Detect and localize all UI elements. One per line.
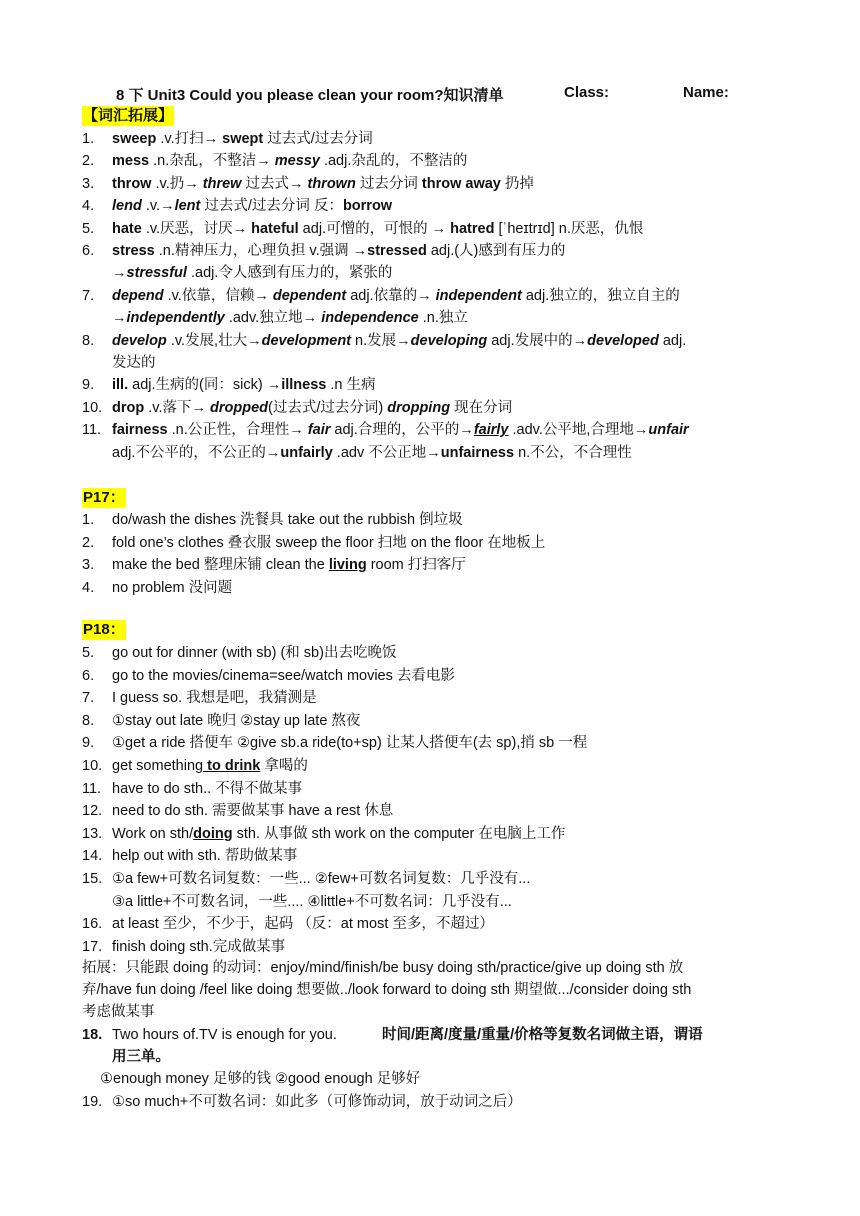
vocab-item-line xyxy=(112,263,392,284)
vocab-item-text: develop xyxy=(112,332,167,349)
vocab-item-text: drop xyxy=(112,399,145,416)
vocab-item-text: swept xyxy=(222,131,264,147)
vocab-item-text: .v.厌恶，讨厌→ xyxy=(141,220,252,237)
vocab-item-number: 7. xyxy=(82,287,95,304)
p18-item-line xyxy=(112,846,297,867)
vocab-item-text: .adj.杂乱的，不整洁的 xyxy=(319,153,468,170)
vocab-item-text: adj. xyxy=(658,332,687,349)
p17-item-number: 4. xyxy=(82,579,95,596)
item-18-text xyxy=(112,1025,337,1046)
p18-item-text: get something xyxy=(112,758,204,774)
p17-item-number: 3. xyxy=(82,557,95,574)
p18-item-number: 17. xyxy=(82,938,103,955)
item-18-number: 18. xyxy=(82,1027,103,1043)
vocab-item-text: unfairly xyxy=(280,444,333,461)
document-title xyxy=(116,84,729,105)
vocab-item-text: messy xyxy=(274,153,320,170)
vocab-item-line xyxy=(112,219,643,240)
vocab-item-text: adj.不公平的，不公正的→ xyxy=(112,444,281,461)
name-label: Name: xyxy=(683,84,729,101)
class-label: Class: xyxy=(564,84,610,101)
p18-item-line xyxy=(112,688,317,709)
p18-item-line xyxy=(112,937,285,958)
p17-item-text: living xyxy=(328,557,367,574)
vocab-item-text: 过去式/过去分词 反： xyxy=(200,198,343,215)
vocab-item-line xyxy=(112,196,392,217)
p18-item-line xyxy=(112,756,308,777)
p18-item-text: at least 至少，不少于，起码 （反：at most 至多，不超过） xyxy=(112,916,494,933)
extension-line-3: 考虑做某事 xyxy=(82,1004,155,1020)
vocab-section-label: 【词汇拓展】 xyxy=(83,107,174,124)
extension-line-2: 弃/have fun doing /feel like doing 想要做../look forward to doing sth 期望做.../consider doing sth xyxy=(82,982,692,998)
p18-item-number: 14. xyxy=(82,848,103,865)
vocab-item-text: → xyxy=(112,310,127,327)
vocab-item-text: fairness xyxy=(112,422,168,439)
p18-item-number: 9. xyxy=(82,735,95,752)
vocab-item-text: ill. xyxy=(112,377,129,394)
vocab-item-text: .v.落下→ xyxy=(144,399,211,416)
vocab-item-line xyxy=(112,353,156,374)
vocab-item-text: throw away xyxy=(421,175,501,192)
p18-item-text: ①a few+可数名词复数：一些... ②few+可数名词复数：几乎没有... xyxy=(112,871,531,887)
vocab-item-text: fair xyxy=(307,422,331,439)
p18-item-text: go out for dinner (with sb) (和 sb)出去吃晚饭 xyxy=(112,645,397,661)
vocab-item-text: adj.可憎的，可恨的 → xyxy=(298,220,451,237)
p18-item-number: 11. xyxy=(82,780,102,797)
p18-item-text: ①get a ride 搭便车 ②give sb.a ride(to+sp) 让某人搭便车(去 sp),捎 sb 一程 xyxy=(112,735,588,752)
p18-item-text: go to the movies/cinema=see/watch movies 去看电影 xyxy=(112,667,455,684)
vocab-item-number: 9. xyxy=(82,377,95,394)
p18-section-label: P18： xyxy=(83,621,125,638)
vocab-item-number: 1. xyxy=(82,131,95,147)
vocab-item-text: .adj.令人感到有压力的，紧张的 xyxy=(186,265,393,282)
p18-item-line xyxy=(112,824,565,845)
p18-item-line xyxy=(112,711,360,732)
vocab-item-line xyxy=(112,420,689,441)
p18-item-number: 12. xyxy=(82,803,103,820)
vocab-item-text: .n.杂乱，不整洁→ xyxy=(149,153,275,170)
p18-item-text: ①stay out late 晚归 ②stay up late 熬夜 xyxy=(112,712,361,729)
vocab-item-line xyxy=(112,241,565,262)
vocab-item-text: adj.依靠的→ xyxy=(346,287,436,304)
item-18-sentence: Two hours of.TV is enough for you. xyxy=(112,1027,337,1043)
vocab-item-text: .adv.独立地→ xyxy=(224,310,322,327)
vocab-item-text: (过去式/过去分词) xyxy=(268,399,388,416)
p17-item-line xyxy=(112,510,463,531)
p18-item-line xyxy=(112,643,396,664)
p18-item-line xyxy=(112,869,530,890)
p17-item-number: 2. xyxy=(82,534,95,551)
extension-line-1: 拓展：只能跟 doing 的动词：enjoy/mind/finish/be busy doing sth/practice/give up doing sth 放 xyxy=(82,960,684,976)
p18-item-line xyxy=(112,914,494,935)
p17-item-text: make the bed 整理床铺 clean the xyxy=(112,557,329,574)
vocab-item-text: adj.生病的(同：sick) → xyxy=(128,377,282,394)
vocab-item-text: mess xyxy=(112,153,150,170)
vocab-item-line xyxy=(112,129,373,150)
p18-item-line xyxy=(112,801,393,822)
vocab-item-text: lend xyxy=(112,198,142,215)
vocab-item-line xyxy=(112,375,376,396)
vocab-item-text: depend xyxy=(112,287,164,304)
vocab-item-text: .n.精神压力，心理负担 v.强调 → xyxy=(154,243,368,259)
vocab-item-text: .v.依靠，信赖→ xyxy=(163,287,273,304)
vocab-item-text: .n 生病 xyxy=(326,377,376,394)
p18-item-line xyxy=(112,892,512,913)
item-18-rule: 时间/距离/度量/重量/价格等复数名词做主语，谓语 xyxy=(382,1027,703,1043)
p18-item-number: 5. xyxy=(82,645,95,661)
p18-item-number: 15. xyxy=(82,871,103,887)
p18-item-text: Work on sth/ xyxy=(112,825,194,842)
vocab-item-text: adj.独立的，独立自主的 xyxy=(521,287,680,304)
p18-item-line xyxy=(112,733,587,754)
vocab-item-text: → xyxy=(112,265,127,282)
p18-item-text: 拿喝的 xyxy=(260,758,308,774)
vocab-item-number: 6. xyxy=(82,243,95,259)
vocab-item-line xyxy=(112,286,680,307)
vocab-item-text: hateful xyxy=(251,220,299,237)
p18-item-text: I guess so. 我想是吧，我猜测是 xyxy=(112,690,317,707)
vocab-item-text: hate xyxy=(112,220,142,237)
vocab-item-text: .n.公正性，合理性→ xyxy=(167,422,308,439)
p18-item-text: finish doing sth.完成做某事 xyxy=(112,938,286,955)
vocab-item-text: unfairness xyxy=(440,444,515,461)
vocab-item-number: 10. xyxy=(82,399,103,416)
vocab-item-text: thrown xyxy=(307,175,356,192)
vocab-item-text: development xyxy=(261,332,352,349)
p18-item-number: 10. xyxy=(82,758,103,774)
vocab-item-text: [ˈheɪtrɪd] n.厌恶，仇恨 xyxy=(494,220,644,237)
p18-item-text: ③a little+不可数名词，一些.... ④little+不可数名词：几乎没有... xyxy=(112,893,512,910)
vocab-item-text: fairly xyxy=(473,422,509,439)
p18-item-text: doing xyxy=(193,825,233,842)
p18-item-line xyxy=(112,779,302,800)
vocab-item-text: dependent xyxy=(272,287,347,304)
vocab-item-text: developing xyxy=(410,332,488,349)
vocab-item-text: .v.打扫→ xyxy=(156,131,223,147)
vocab-item-text: .v.→ xyxy=(141,198,175,215)
p17-section-label: P17： xyxy=(83,489,125,506)
p17-item-text: do/wash the dishes 洗餐具 take out the rubbish 倒垃圾 xyxy=(112,512,463,528)
item-19-text: ①so much+不可数名词：如此多（可修饰动词，放于动词之后） xyxy=(112,1094,522,1110)
vocab-item-text: borrow xyxy=(342,198,393,215)
vocab-item-text: n.发展→ xyxy=(351,332,411,349)
vocab-item-text: developed xyxy=(587,332,659,349)
vocab-item-text: 发达的 xyxy=(112,355,156,371)
vocab-item-text: 扔掉 xyxy=(500,175,534,192)
p18-item-text: sth. 从事做 sth work on the computer 在电脑上工作 xyxy=(232,825,566,842)
vocab-item-text: 现在分词 xyxy=(450,399,513,416)
item-19-number: 19. xyxy=(82,1094,103,1110)
vocab-item-text: 过去式→ xyxy=(241,175,308,192)
vocab-item-text: .adv 不公正地→ xyxy=(332,444,441,461)
vocab-item-text: dropping xyxy=(387,399,451,416)
vocab-item-text: independence xyxy=(321,310,419,327)
vocab-item-number: 5. xyxy=(82,220,95,237)
item-18-examples: ①enough money 足够的钱 ②good enough 足够好 xyxy=(100,1071,421,1087)
p18-item-text: have to do sth.. 不得不做某事 xyxy=(112,780,303,797)
vocab-item-text: stressed xyxy=(367,243,427,259)
p18-item-number: 8. xyxy=(82,712,95,729)
vocab-item-text: adj.(人)感到有压力的 xyxy=(426,243,566,259)
vocab-item-text: adj.发展中的→ xyxy=(487,332,588,349)
vocab-item-number: 11. xyxy=(82,422,102,439)
item-18-rule-cont: 用三单。 xyxy=(112,1049,170,1065)
vocab-item-line xyxy=(112,443,632,464)
vocab-item-line xyxy=(112,174,534,195)
p18-item-number: 6. xyxy=(82,667,95,684)
title-text: 8 下 Unit3 Could you please clean your room?知识清单 xyxy=(116,87,504,104)
vocab-item-text: dropped xyxy=(210,399,269,416)
p18-item-text: help out with sth. 帮助做某事 xyxy=(112,848,298,865)
vocab-item-text: sweep xyxy=(112,131,157,147)
vocab-item-text: illness xyxy=(281,377,327,394)
vocab-item-text: 过去式/过去分词 xyxy=(263,131,373,147)
vocab-item-text: .n.独立 xyxy=(418,310,468,327)
p17-item-text: fold one’s clothes 叠衣服 sweep the floor 扫地 on the floor 在地板上 xyxy=(112,534,546,551)
p17-item-number: 1. xyxy=(82,512,95,528)
p18-item-number: 7. xyxy=(82,690,95,707)
vocab-item-line xyxy=(112,398,512,419)
vocab-item-number: 4. xyxy=(82,198,95,215)
vocab-item-text: .v.扔→ xyxy=(151,175,203,192)
vocab-item-line xyxy=(112,308,468,329)
vocab-item-text: throw xyxy=(112,175,152,192)
p18-item-text: need to do sth. 需要做某事 have a rest 休息 xyxy=(112,803,394,820)
vocab-item-text: stressful xyxy=(126,265,187,282)
p17-item-text: no problem 没问题 xyxy=(112,579,233,596)
vocab-item-text: 过去分词 xyxy=(355,175,422,192)
p17-item-text: room 打扫客厅 xyxy=(366,557,466,574)
vocab-item-text: lent xyxy=(174,198,201,215)
vocab-item-line xyxy=(112,331,686,352)
vocab-item-number: 3. xyxy=(82,175,95,192)
vocab-item-text: hatred xyxy=(450,220,495,237)
vocab-item-text: stress xyxy=(112,243,155,259)
vocab-item-text: independent xyxy=(435,287,522,304)
vocab-item-number: 2. xyxy=(82,153,95,170)
p18-item-line xyxy=(112,666,455,687)
vocab-item-number: 8. xyxy=(82,332,95,349)
vocab-item-text: unfair xyxy=(648,422,689,439)
vocab-item-text: independently xyxy=(126,310,225,327)
vocab-item-line xyxy=(112,151,467,172)
vocab-item-text: n.不公，不合理性 xyxy=(514,444,632,461)
vocab-item-text: .v.发展,壮大→ xyxy=(166,332,262,349)
p18-item-text: to drink xyxy=(203,758,261,774)
p17-item-line xyxy=(112,533,545,554)
p18-item-number: 16. xyxy=(82,916,103,933)
p18-item-number: 13. xyxy=(82,825,103,842)
p17-item-line xyxy=(112,555,466,576)
vocab-item-text: .adv.公平地,合理地→ xyxy=(508,422,649,439)
p17-item-line xyxy=(112,578,232,599)
vocab-item-text: adj.合理的，公平的→ xyxy=(330,422,474,439)
vocab-item-text: threw xyxy=(202,175,242,192)
